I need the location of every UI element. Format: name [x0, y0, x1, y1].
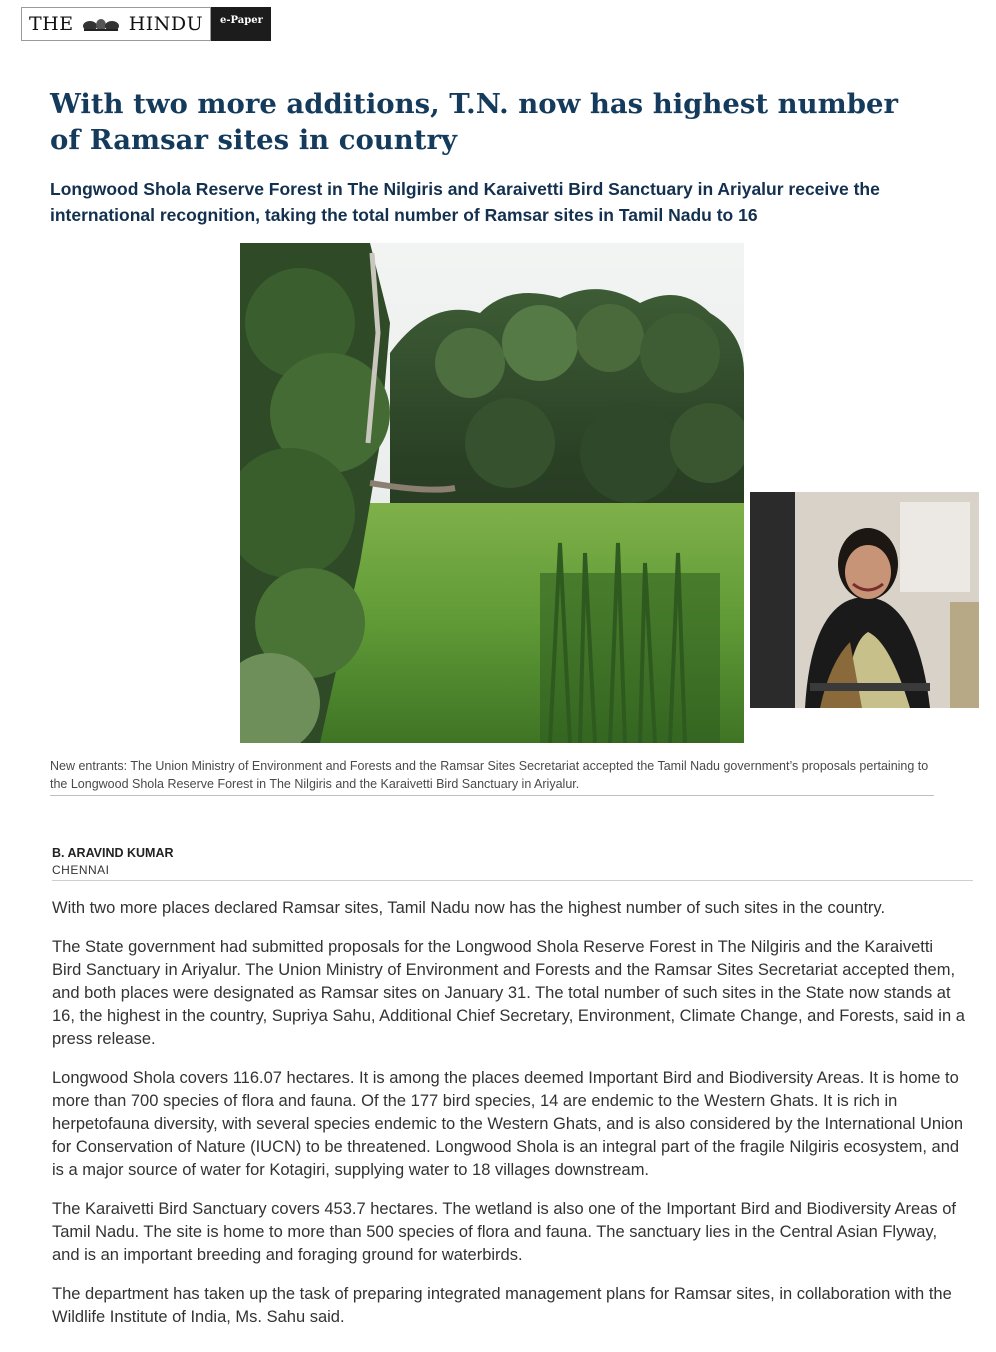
- paragraph: The State government had submitted proposals for the Longwood Shola Reserve Forest in The Nilgiris and the Karaivetti Bird Sanctuary in Ariyalur. The Union Ministry of Environment and Forests and the Ramsar Sites Secretariat accepted them, and both places were designated as Ramsar sites on January 31. The total number of such sites in the State now stands at 16, the highest in the country, Supriya Sahu, Additional Chief Secretary, Environment, Climate Change, and Forests, said in a press release.: [52, 938, 965, 1048]
- photo-caption: New entrants: The Union Ministry of Environment and Forests and the Ramsar Sites Secretariat accepted the Tamil Nadu government’s proposals pertaining to the Longwood Shola Reserve Forest in The Nilgiris and the Karaivetti Bird Sanctuary in Ariyalur.: [50, 757, 934, 796]
- official-portrait-photo: [750, 492, 979, 708]
- forest-wetland-photo: [240, 243, 744, 743]
- byline: [52, 845, 973, 881]
- paragraph: Longwood Shola covers 116.07 hectares. It is among the places deemed Important Bird and Biodiversity Areas. It is home to more than 700 species of flora and fauna. Of the 177 bird species, 14 are endemic to the Western Ghats. It is rich in herpetofauna diversity, with several species endemic to the Western Ghats, and is also considered by the International Union for Conservation of Nature (IUCN) to be threatened. Longwood Shola is an integral part of the fragile Nilgiris ecosystem, and is a major source of water for Kotagiri, supplying water to 18 villages downstream.: [52, 1069, 964, 1179]
- paragraph: The Karaivetti Bird Sanctuary covers 453.7 hectares. The wetland is also one of the Important Bird and Biodiversity Areas of Tamil Nadu. The site is home to more than 500 species of flora and fauna. The sanctuary lies in the Central Asian Flyway, and is an important breeding and foraging ground for waterbirds.: [52, 1200, 957, 1264]
- article-headline: With two more additions, T.N. now has highest number of Ramsar sites in country: [50, 88, 898, 156]
- article-body: [52, 897, 967, 1345]
- elephant-emblem-icon: [81, 17, 121, 33]
- paragraph: The department has taken up the task of preparing integrated management plans for Ramsar sites, in collaboration with the Wildlife Institute of India, Ms. Sahu said.: [52, 1285, 952, 1326]
- paragraph: With two more places declared Ramsar sites, Tamil Nadu now has the highest number of such sites in the country.: [52, 899, 886, 917]
- article-subheadline: Longwood Shola Reserve Forest in The Nilgiris and Karaivetti Bird Sanctuary in Ariyalur receive the international recognition, taking the total number of Ramsar sites in Tamil Nadu to 16: [50, 179, 880, 225]
- dateline-location: CHENNAI: [52, 863, 110, 877]
- epaper-badge[interactable]: e-Paper: [211, 7, 271, 41]
- logo-word-hindu: HINDU: [128, 13, 204, 35]
- author-name[interactable]: B. ARAVIND KUMAR: [52, 846, 174, 860]
- logo-wordmark: [29, 13, 203, 35]
- logo-word-the: THE: [29, 13, 74, 35]
- the-hindu-logo[interactable]: [21, 7, 211, 41]
